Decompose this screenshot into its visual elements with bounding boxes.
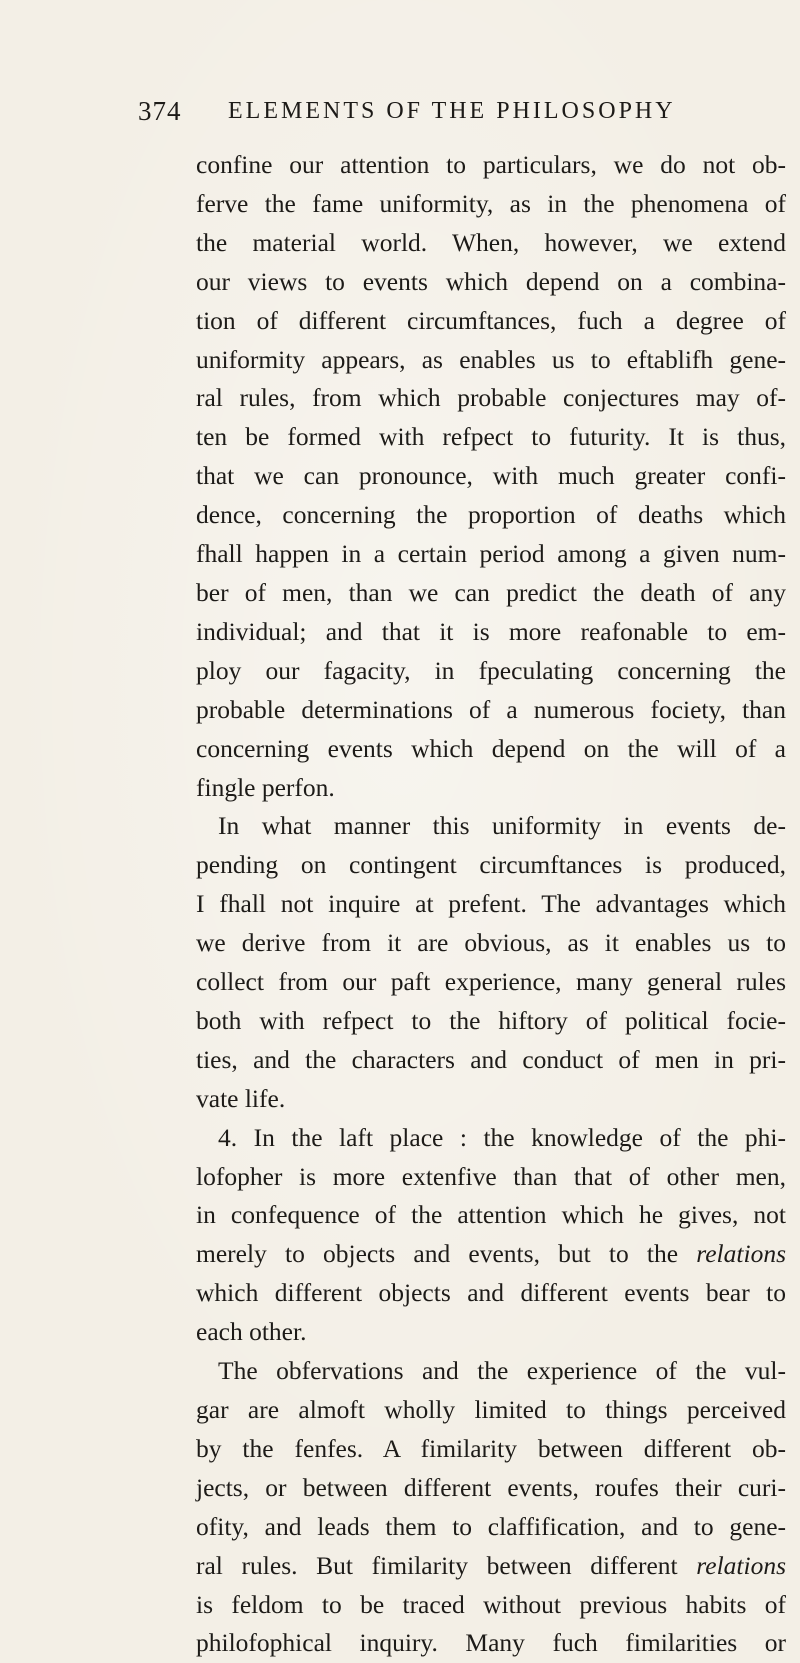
text-line: pending on contingent circumftances is produced, <box>196 850 786 880</box>
text-line: our views to events which depend on a combina- <box>196 266 786 296</box>
text-line: each other. <box>196 1317 307 1347</box>
text-line: individual; and that it is more reafonable to em- <box>196 616 786 646</box>
text-line: tion of different circumftances, fuch a degree of <box>196 305 786 335</box>
text-line: ties, and the characters and conduct of men in pri- <box>196 1044 786 1074</box>
italic-word: relations <box>696 1550 787 1580</box>
text-line-with-italic <box>196 1547 786 1586</box>
text-line: In what manner this uniformity in events de- <box>218 811 786 841</box>
text-line: lofopher is more extenfive than that of other men, <box>196 1161 786 1191</box>
text-line: ofity, and leads them to claffification, and to gene- <box>196 1511 786 1541</box>
text-line: confine our attention to particulars, we do not ob- <box>196 150 786 179</box>
text-line: 4. In the laft place : the knowledge of the phi- <box>218 1122 786 1152</box>
text-line: philofophical inquiry. Many fuch fimilarities or <box>196 1628 786 1658</box>
page-number: 374 <box>138 96 182 126</box>
body-text <box>196 146 786 1663</box>
text-line: ten be formed with refpect to futurity. It is thus, <box>196 422 786 452</box>
line-text: ral rules. But fimilarity between different <box>196 1550 678 1580</box>
text-line: probable determinations of a numerous fociety, than <box>196 694 786 724</box>
line-text: merely to objects and events, but to the <box>196 1239 679 1269</box>
text-line: both with refpect to the hiftory of political focie- <box>196 1005 786 1035</box>
text-line: ber of men, than we can predict the death of any <box>196 577 786 607</box>
text-line: ral rules, from which probable conjectures may of- <box>196 383 786 413</box>
text-line: fhall happen in a certain period among a given num- <box>196 539 786 569</box>
text-line: jects, or between different events, roufes their curi- <box>196 1472 786 1502</box>
text-line: The obfervations and the experience of the vul- <box>218 1356 786 1386</box>
text-line: collect from our paft experience, many general rules <box>196 967 786 997</box>
running-title: ELEMENTS OF THE PHILOSOPHY <box>228 98 676 124</box>
text-line: the material world. When, however, we extend <box>196 227 786 257</box>
text-line: dence, concerning the proportion of deaths which <box>196 500 786 530</box>
text-line: vate life. <box>196 1083 286 1113</box>
running-head <box>138 96 740 132</box>
text-line: ferve the fame uniformity, as in the phenomena of <box>196 188 786 218</box>
text-line: I fhall not inquire at prefent. The advantages which <box>196 889 786 919</box>
text-line: fingle perfon. <box>196 772 335 802</box>
italic-word: relations <box>696 1239 786 1269</box>
text-line: is feldom to be traced without previous habits of <box>196 1589 786 1619</box>
text-line: we derive from it are obvious, as it enables us to <box>196 928 786 958</box>
text-line: in confequence of the attention which he gives, not <box>196 1200 786 1230</box>
text-line: concerning events which depend on the will of a <box>196 733 786 763</box>
text-line: gar are almoft wholly limited to things perceived <box>196 1395 786 1424</box>
text-line: by the fenfes. A fimilarity between different ob- <box>196 1433 786 1463</box>
text-line-with-italic <box>196 1235 786 1274</box>
text-line: ploy our fagacity, in fpeculating concerning the <box>196 655 786 685</box>
text-line: which different objects and different events bear to <box>196 1278 786 1308</box>
text-line: uniformity appears, as enables us to eftablifh gene- <box>196 344 786 374</box>
text-line: that we can pronounce, with much greater confi- <box>196 461 786 491</box>
